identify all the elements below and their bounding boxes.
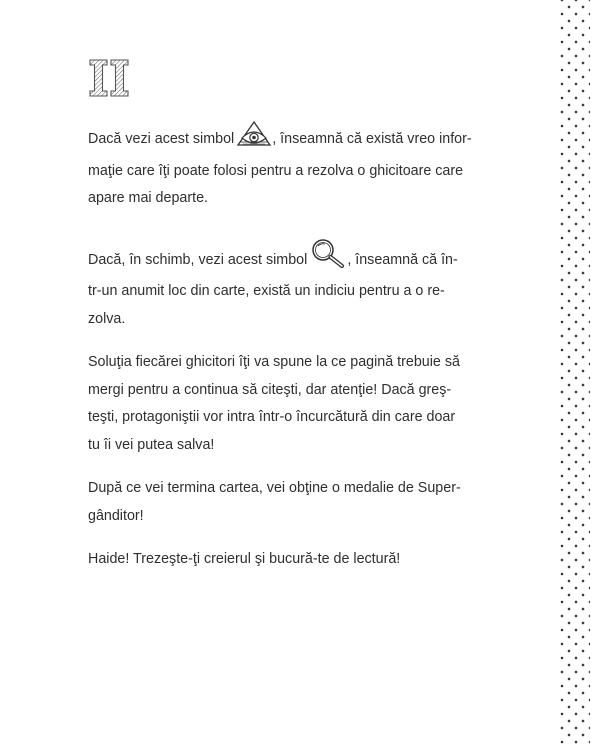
chapter-numeral	[88, 58, 132, 103]
magnifying-glass-icon	[309, 238, 347, 279]
eye-pyramid-icon	[236, 121, 272, 158]
chapter-numeral-graphic	[88, 58, 132, 98]
paragraph-solution: Soluţia fiecărei ghicitori îţi va spune la ce pagină trebuie să mergi pentru a continua să citeşti, dar atenţie! Dacă greş- teşti, protagoniştii vor intra într-o încurcătură din care doar tu îi vei putea salva!	[88, 354, 460, 453]
paragraph-clue-symbol: Dacă, în schimb, vezi acest simbol , înseamnă că în- tr-un anumit loc din carte, există un indiciu pentru a o re- zolva.	[88, 238, 498, 334]
body-text	[88, 121, 498, 574]
paragraph-medal: După ce vei termina cartea, vei obţine o medalie de Super- gânditor!	[88, 480, 461, 524]
paragraph-info-symbol: Dacă vezi acest simbol , înseamnă că există vreo infor- maţie care îţi poate folosi pentru a rezolva o ghicitoare care apare mai departe.	[88, 121, 498, 213]
dotted-margin-border	[560, 0, 590, 745]
paragraph-closing: Haide! Trezeşte-ţi creierul şi bucură-te de lectură!	[88, 551, 401, 567]
chapter-numeral-text: II	[88, 58, 89, 59]
